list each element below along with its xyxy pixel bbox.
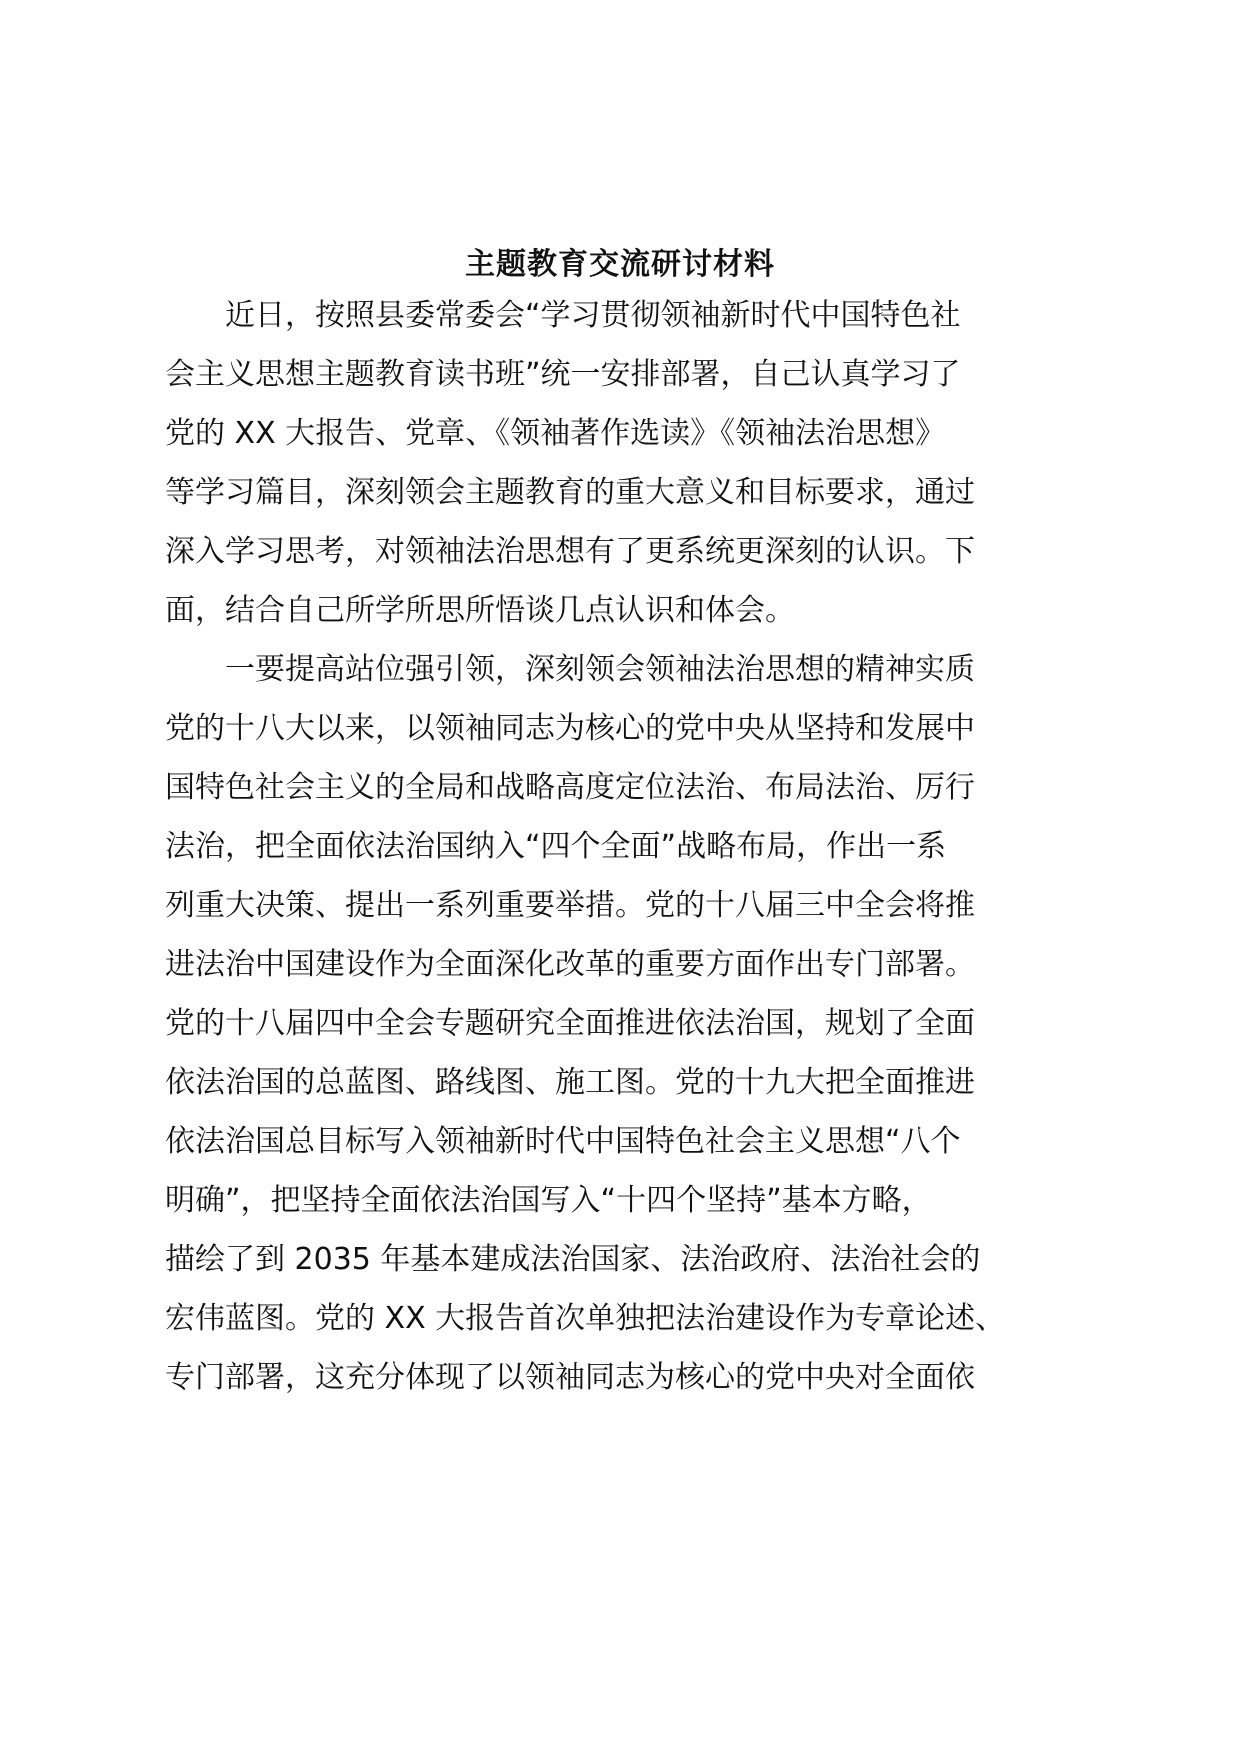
- body-line: 国特色社会主义的全局和战略高度定位法治、布局法治、厉行: [165, 770, 975, 805]
- body-line: 近日，按照县委常委会“学习贯彻领袖新时代中国特色社: [165, 298, 961, 333]
- body-line: 专门部署，这充分体现了以领袖同志为核心的党中央对全面依: [165, 1360, 975, 1395]
- body-line: 列重大决策、提出一系列重要举措。党的十八届三中全会将推: [165, 888, 975, 923]
- document-title: 主题教育交流研讨材料: [465, 247, 775, 282]
- body-line: 宏伟蓝图。党的 XX 大报告首次单独把法治建设作为专章论述、: [165, 1301, 1006, 1336]
- body-line: 依法治国的总蓝图、路线图、施工图。党的十九大把全面推进: [165, 1065, 975, 1100]
- body-line: 一要提高站位强引领，深刻领会领袖法治思想的精神实质: [165, 652, 975, 687]
- body-line: 法治，把全面依法治国纳入“四个全面”战略布局，作出一系: [165, 829, 947, 864]
- body-line: 等学习篇目，深刻领会主题教育的重大意义和目标要求，通过: [165, 475, 975, 510]
- body-line: 党的十八大以来，以领袖同志为核心的党中央从坚持和发展中: [165, 711, 975, 746]
- body-line: 党的十八届四中全会专题研究全面推进依法治国，规划了全面: [165, 1006, 975, 1041]
- body-line: 面，结合自己所学所思所悟谈几点认识和体会。: [165, 593, 795, 628]
- body-line: 依法治国总目标写入领袖新时代中国特色社会主义思想“八个: [165, 1124, 961, 1159]
- body-line: 明确”，把坚持全面依法治国写入“十四个坚持”基本方略，: [165, 1183, 932, 1218]
- body-line: 会主义思想主题教育读书班”统一安排部署，自己认真学习了: [165, 357, 961, 392]
- body-line: 党的 XX 大报告、党章、《领袖著作选读》《领袖法治思想》: [165, 416, 946, 451]
- body-line: 深入学习思考，对领袖法治思想有了更系统更深刻的认识。下: [165, 534, 975, 569]
- body-line: 描绘了到 2035 年基本建成法治国家、法治政府、法治社会的: [165, 1242, 981, 1277]
- body-line: 进法治中国建设作为全面深化改革的重要方面作出专门部署。: [165, 947, 975, 982]
